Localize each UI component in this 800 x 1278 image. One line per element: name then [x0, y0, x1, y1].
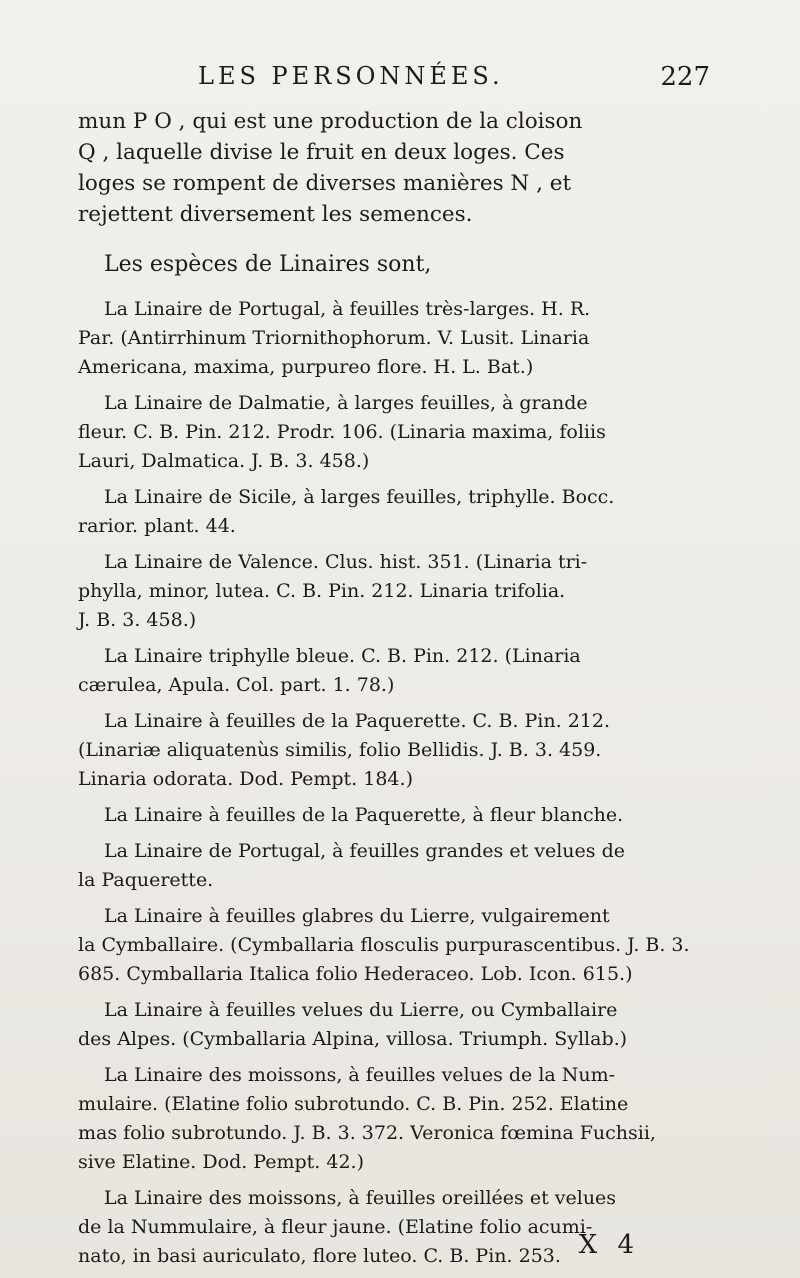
entry-line: Par. (Antirrhinum Triornithophorum. V. Lusit. Linaria — [78, 327, 590, 349]
entry-line: nato, in basi auriculato, flore luteo. C. B. Pin. 253. — [78, 1245, 561, 1267]
species-entry — [78, 707, 708, 794]
entry-line: La Linaire de Dalmatie, à larges feuilles, à grande — [104, 392, 588, 414]
entry-line: La Linaire à feuilles velues du Lierre, ou Cymballaire — [104, 999, 618, 1021]
intro-line: rejettent diversement les semences. — [78, 202, 473, 227]
entry-line: La Linaire de Portugal, à feuilles très-larges. H. R. — [104, 298, 591, 320]
intro-line: Q , laquelle divise le fruit en deux loges. Ces — [78, 140, 565, 165]
running-title: LES PERSONNÉES. — [198, 62, 504, 90]
entry-line: cærulea, Apula. Col. part. 1. 78.) — [78, 674, 395, 696]
intro-line: loges se rompent de diverses manières N , et — [78, 171, 572, 196]
entry-line: La Linaire de Valence. Clus. hist. 351. (Linaria tri- — [104, 551, 588, 573]
entry-line: (Linariæ aliquatenùs similis, folio Bellidis. J. B. 3. 459. — [78, 739, 602, 761]
entry-line: rarior. plant. 44. — [78, 515, 236, 537]
entry-line: La Linaire des moissons, à feuilles velues de la Num- — [104, 1064, 616, 1086]
entry-line: J. B. 3. 458.) — [78, 609, 197, 631]
entry-line: phylla, minor, lutea. C. B. Pin. 212. Linaria trifolia. — [78, 580, 566, 602]
species-entry — [78, 483, 708, 541]
entry-line: La Linaire de Sicile, à larges feuilles, triphylle. Bocc. — [104, 486, 615, 508]
entry-line: Lauri, Dalmatica. J. B. 3. 458.) — [78, 450, 370, 472]
entry-line: de la Nummulaire, à fleur jaune. (Elatine folio acumi- — [78, 1216, 593, 1238]
species-entry — [78, 548, 708, 635]
entry-line: la Paquerette. — [78, 869, 214, 891]
entry-line: 685. Cymballaria Italica folio Hederaceo. Lob. Icon. 615.) — [78, 963, 633, 985]
species-entry — [78, 1061, 708, 1177]
entry-line: La Linaire à feuilles de la Paquerette. C. B. Pin. 212. — [104, 710, 611, 732]
species-entry — [78, 837, 708, 895]
intro-line: mun P O , qui est une production de la cloison — [78, 109, 583, 134]
species-entry — [78, 295, 708, 382]
species-entry — [78, 389, 708, 476]
entry-line: fleur. C. B. Pin. 212. Prodr. 106. (Linaria maxima, foliis — [78, 421, 606, 443]
entry-line: La Linaire à feuilles glabres du Lierre, vulgairement — [104, 905, 610, 927]
section-heading: Les espèces de Linaires sont, — [104, 252, 432, 277]
species-entry — [78, 642, 708, 700]
entry-line: Americana, maxima, purpureo flore. H. L. Bat.) — [78, 356, 534, 378]
running-head — [78, 62, 708, 106]
entry-line: La Linaire de Portugal, à feuilles grandes et velues de — [104, 840, 625, 862]
intro-paragraph — [78, 106, 708, 230]
entry-line: La Linaire triphylle bleue. C. B. Pin. 212. (Linaria — [104, 645, 581, 667]
entry-line: mas folio subrotundo. J. B. 3. 372. Veronica fœmina Fuchsii, — [78, 1122, 656, 1144]
page-number: 227 — [660, 62, 710, 92]
signature-mark: X 4 — [578, 1230, 640, 1260]
entry-line: sive Elatine. Dod. Pempt. 42.) — [78, 1151, 365, 1173]
entry-line: la Cymballaire. (Cymballaria flosculis purpurascentibus. J. B. 3. — [78, 934, 690, 956]
species-entry — [78, 996, 708, 1054]
entry-line: mulaire. (Elatine folio subrotundo. C. B. Pin. 252. Elatine — [78, 1093, 629, 1115]
species-entry — [78, 801, 708, 830]
entry-line: La Linaire des moissons, à feuilles oreillées et velues — [104, 1187, 617, 1209]
entry-line: Linaria odorata. Dod. Pempt. 184.) — [78, 768, 413, 790]
species-entry — [78, 902, 708, 989]
entry-line: La Linaire à feuilles de la Paquerette, à fleur blanche. — [104, 804, 624, 826]
entry-line: des Alpes. (Cymballaria Alpina, villosa. Triumph. Syllab.) — [78, 1028, 628, 1050]
